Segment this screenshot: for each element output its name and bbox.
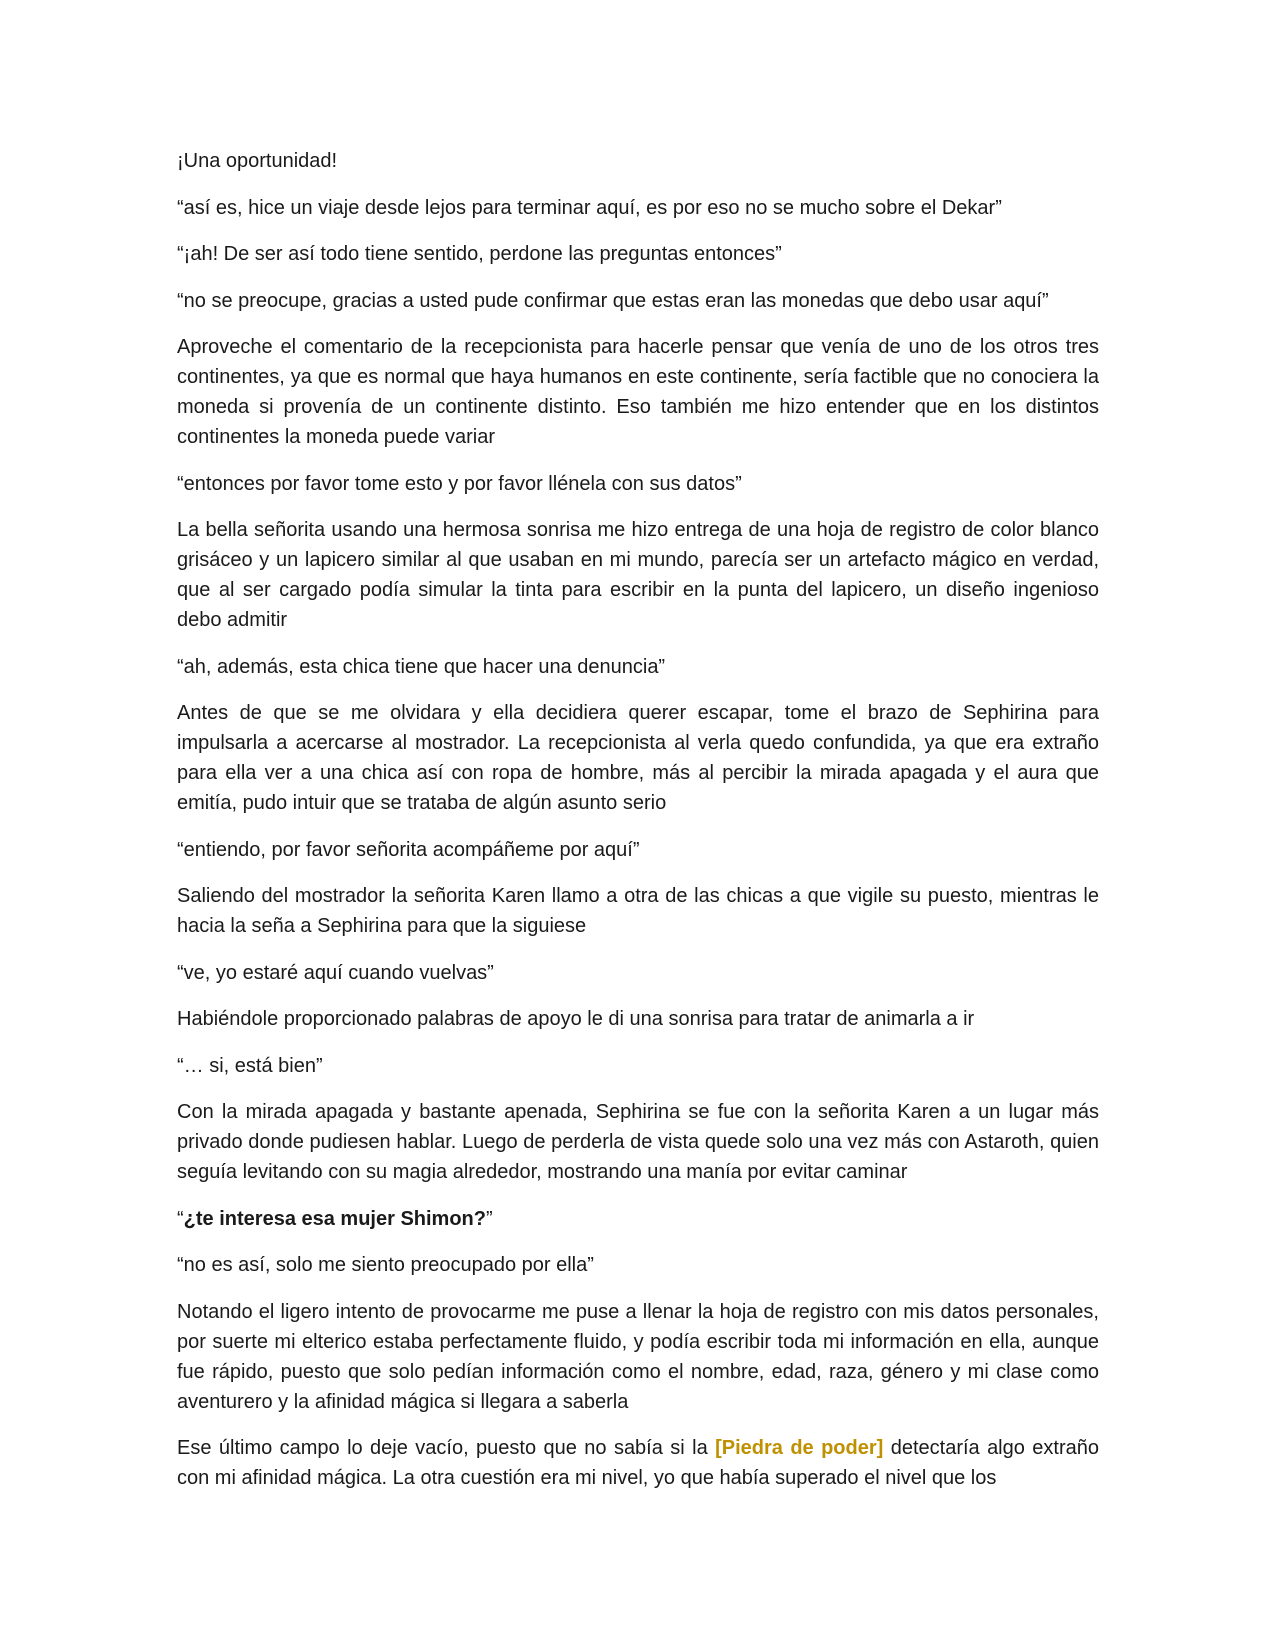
paragraph-8: “ah, además, esta chica tiene que hacer una denuncia” <box>177 655 666 678</box>
piedra-de-poder-highlight: [Piedra de poder] <box>715 1437 884 1459</box>
last-paragraph-before: Ese último campo lo deje vacío, puesto que no sabía si la <box>177 1437 716 1459</box>
paragraph-7: La bella señorita usando una hermosa sonrisa me hizo entrega de una hoja de registro de color blanco grisáceo y un lapicero similar al que usaban en mi mundo, parecía ser un artefacto mágico en verdad, que al ser cargado podía simular la tinta para escribir en la punta del lapicero, un diseño ingenioso debo admitir <box>177 519 1099 631</box>
last-paragraph-after: detectaría algo extraño con mi afinidad mágica. La otra cuestión era mi nivel, yo que había superado el nivel que los <box>177 1437 1099 1489</box>
paragraph-9: Antes de que se me olvidara y ella decidiera querer escapar, tome el brazo de Sephirina para impulsarla a acercarse al mostrador. La recepcionista al verla quedo confundida, ya que era extraño para ella ver a una chica así con ropa de hombre, más al percibir la mirada apagada y el aura que emitía, pudo intuir que se trataba de algún asunto serio <box>177 702 1099 814</box>
bold-dialogue-text: ¿te interesa esa mujer Shimon? <box>183 1207 486 1230</box>
bold-dialogue <box>177 1204 1099 1234</box>
paragraph-19 <box>177 1433 1099 1493</box>
paragraph-12: “ve, yo estaré aquí cuando vuelvas” <box>177 961 494 984</box>
paragraph-4: “no se preocupe, gracias a usted pude confirmar que estas eran las monedas que debo usar aquí” <box>177 289 1049 312</box>
paragraph-17: “no es así, solo me siento preocupado por ella” <box>177 1254 594 1276</box>
bold-dialogue-close-quote: ” <box>486 1207 493 1230</box>
paragraph-3: “¡ah! De ser así todo tiene sentido, perdone las preguntas entonces” <box>177 243 782 265</box>
paragraph-5: Aproveche el comentario de la recepcionista para hacerle pensar que venía de uno de los otros tres continentes, ya que es normal que haya humanos en este continente, sería factible que no conociera la moneda si provenía de un continente distinto. Eso también me hizo entender que en los distintos continentes la moneda puede variar <box>177 336 1099 448</box>
paragraph-11: Saliendo del mostrador la señorita Karen llamo a otra de las chicas a que vigile su puesto, mientras le hacia la seña a Sephirina para que la siguiese <box>177 885 1099 937</box>
paragraph-6: “entonces por favor tome esto y por favor llénela con sus datos” <box>177 472 742 495</box>
paragraph-14: “… si, está bien” <box>177 1054 323 1077</box>
paragraph-18: Notando el ligero intento de provocarme me puse a llenar la hoja de registro con mis datos personales, por suerte mi elterico estaba perfectamente fluido, y podía escribir toda mi información en ella, aunque fue rápido, puesto que solo pedían información como el nombre, edad, raza, género y mi clase como aventurero y la afinidad mágica si llegara a saberla <box>177 1300 1099 1413</box>
bold-dialogue-open-quote: “ <box>177 1207 184 1230</box>
paragraph-1: ¡Una oportunidad! <box>177 150 338 172</box>
document-page <box>177 146 1099 1510</box>
paragraph-2: “así es, hice un viaje desde lejos para terminar aquí, es por eso no se mucho sobre el Dekar” <box>177 196 1002 219</box>
paragraph-15: Con la mirada apagada y bastante apenada, Sephirina se fue con la señorita Karen a un lugar más privado donde pudiesen hablar. Luego de perderla de vista quede solo una vez más con Astaroth, quien seguía levitando con su magia alrededor, mostrando una manía por evitar caminar <box>177 1101 1099 1183</box>
paragraph-10: “entiendo, por favor señorita acompáñeme por aquí” <box>177 838 640 861</box>
paragraph-13: Habiéndole proporcionado palabras de apoyo le di una sonrisa para tratar de animarla a ir <box>177 1008 975 1030</box>
